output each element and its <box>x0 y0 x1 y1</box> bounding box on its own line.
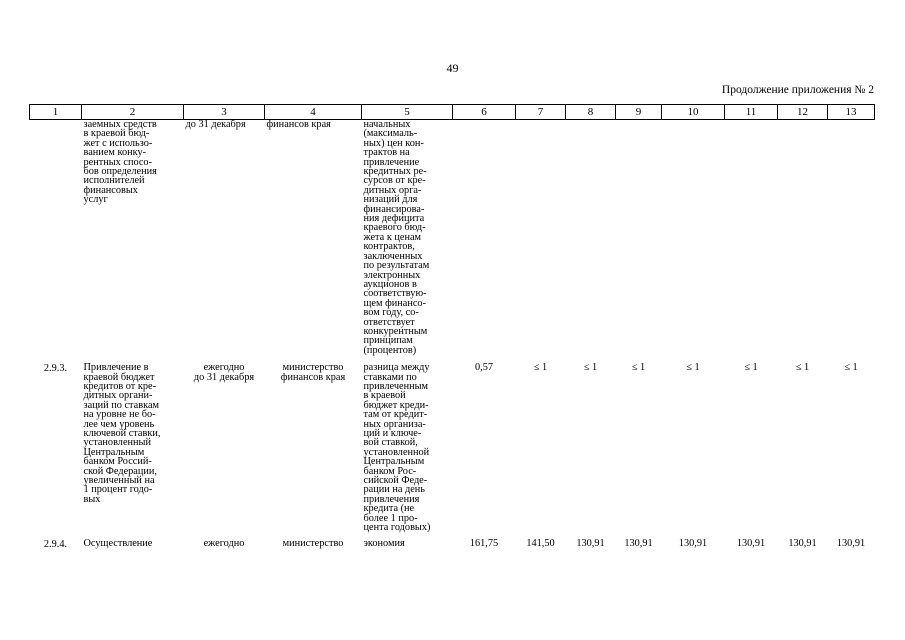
column-header: 4 <box>265 105 362 120</box>
value-cell: 130,91 <box>576 538 605 550</box>
value-cell: 141,50 <box>526 538 555 550</box>
value-cell: ≤ 1 <box>686 362 700 374</box>
value-cell: ≤ 1 <box>583 362 598 374</box>
value-cell: ≤ 1 <box>631 362 646 374</box>
indicator-cell: разница между ставками по привлеченным в краевой бюджет креди- там от кредит- ных организа- ций и ключе- вой ставкой, установленной Центральным банком Рос- сийской Феде- рации на день привлечения кредита (не более 1 про- цента годовых) <box>363 362 431 534</box>
column-header: 13 <box>828 105 875 120</box>
responsible-cell: министерство финансов края <box>280 362 346 383</box>
column-header: 9 <box>616 105 662 120</box>
appendix-table <box>29 104 875 557</box>
value-cell: 161,75 <box>469 538 499 550</box>
value-cell: ≤ 1 <box>795 362 810 374</box>
measure-name-cell: заемных средств в краевой бюд- жет с использо- ванием конку- рентных спосо- бов определения исполнителей финансовых услуг <box>83 119 157 206</box>
value-cell: 130,91 <box>836 538 866 550</box>
indicator-cell: экономия <box>363 538 405 550</box>
deadline-cell: ежегодно до 31 декабря <box>193 362 255 383</box>
column-header: 6 <box>453 105 516 120</box>
value-cell: 130,91 <box>736 538 766 550</box>
value-cell: 130,91 <box>788 538 817 550</box>
responsible-cell: министерство <box>282 538 344 550</box>
measure-name-cell: Осуществление <box>83 538 153 550</box>
column-header: 12 <box>778 105 828 120</box>
measure-name-cell: Привлечение в краевой бюджет кредитов от кре- дитных органи- заций по ставкам на уровне не бо- лее чем уровень ключевой ставки, установленный Центральным банком Россий- ской Федерации, увеличенный на 1 процент годо- вых <box>83 362 161 505</box>
column-header: 3 <box>184 105 265 120</box>
row-number-cell <box>30 120 82 364</box>
continuation-label: Продолжение приложения № 2 <box>721 84 874 96</box>
table-row-continued <box>30 120 875 364</box>
row-number-cell: 2.9.4. <box>43 539 68 551</box>
value-cell: 130,91 <box>624 538 653 550</box>
page-number: 49 <box>446 61 459 75</box>
deadline-cell: до 31 декабря <box>185 119 246 130</box>
table-row <box>30 539 875 556</box>
column-header: 2 <box>82 105 184 120</box>
row-number-cell: 2.9.3. <box>43 363 68 375</box>
column-header: 1 <box>30 105 82 120</box>
column-header: 8 <box>566 105 616 120</box>
column-header: 10 <box>662 105 725 120</box>
table-row <box>30 363 875 539</box>
value-cell: ≤ 1 <box>744 362 758 374</box>
indicator-cell: начальных (максималь- ных) цен кон- трактов на привлечение кредитных ре- сурсов от кре- дитных орга- низаций для финансирова- ния дефицита краевого бюд- жета к ценам контрактов, заключенных по результатам электронных аукционов в соответствую- щем финансо- вом году, со- ответствует конкурентным принципам (процентов) <box>363 119 430 356</box>
deadline-cell: ежегодно <box>203 538 245 550</box>
column-header: 11 <box>725 105 778 120</box>
value-cell: 0,57 <box>474 362 494 374</box>
value-cell: 130,91 <box>678 538 708 550</box>
header-row <box>30 105 875 120</box>
column-header: 5 <box>362 105 453 120</box>
value-cell: ≤ 1 <box>533 362 548 374</box>
value-cell: ≤ 1 <box>844 362 858 374</box>
responsible-cell: финансов края <box>266 119 331 130</box>
column-header: 7 <box>516 105 566 120</box>
